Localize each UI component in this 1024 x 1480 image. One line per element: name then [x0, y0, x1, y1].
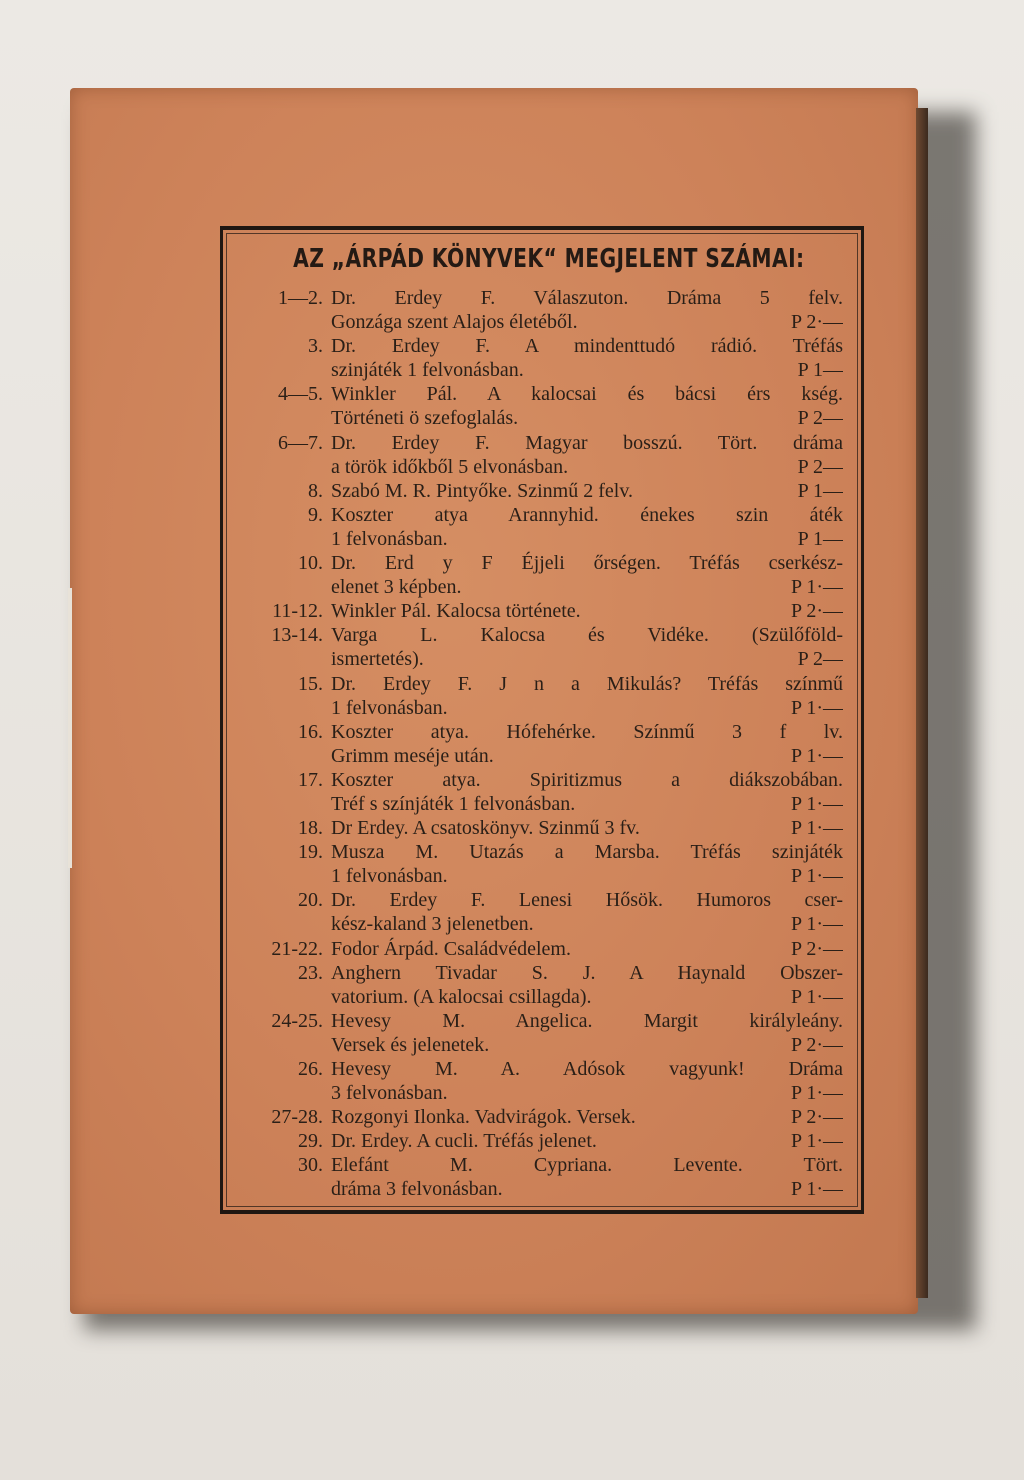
entry-text: Fodor Árpád. Családvédelem. [331, 937, 571, 960]
entry-line [231, 768, 843, 792]
entry-price: P 1— [797, 359, 843, 382]
entry-text-with-price [331, 647, 843, 671]
entry-number [231, 864, 331, 888]
catalog-heading: AZ „ÁRPÁD KÖNYVEK“ MEGJELENT SZÁMAI: [293, 244, 805, 274]
entry-text: Koszter atya. Hófehérke. Színmű 3 f lv. [331, 720, 843, 743]
entry-price: P 1·— [790, 817, 843, 840]
entry-price: P 1— [797, 527, 843, 550]
entry-text-with-price [331, 912, 843, 936]
entry-line [231, 696, 843, 720]
entry-text: dráma 3 felvonásban. [331, 1178, 503, 1201]
entry-text-with-price [331, 696, 843, 720]
entry-number: 17. [298, 768, 323, 791]
entry-line [231, 1129, 843, 1153]
entry-text: Gonzága szent Alajos életéből. [331, 311, 578, 334]
catalog-entry [231, 1105, 843, 1129]
catalog-entry [231, 382, 843, 430]
entry-price: P 1·— [790, 744, 843, 767]
entry-text: Szabó M. R. Pintyőke. Szinmű 2 felv. [331, 479, 634, 502]
entry-number [231, 1033, 331, 1057]
entry-number [231, 455, 331, 479]
entry-text-with-price [331, 744, 843, 768]
entry-number [231, 310, 331, 334]
entry-price: P 1·— [790, 696, 843, 719]
entry-line [231, 310, 843, 334]
entry-text: Grimm meséje után. [331, 744, 494, 767]
catalog-entry [231, 334, 843, 382]
entry-line [231, 816, 843, 840]
entry-line [231, 503, 843, 527]
entry-price: P 2·— [790, 1106, 843, 1129]
entry-text: Varga L. Kalocsa és Vidéke. (Szülőföld- [331, 624, 843, 647]
entry-text: Anghern Tivadar S. J. A Haynald Obszer- [331, 961, 843, 984]
entry-price: P 2·— [790, 600, 843, 623]
entry-text: elenet 3 képben. [331, 576, 462, 599]
book-back-cover [70, 88, 918, 1314]
entry-text: Dr. Erd y F Éjjeli őrségen. Tréfás cserkész- [331, 552, 843, 575]
entry-text-with-price [331, 864, 843, 888]
entry-text-with-price [331, 1105, 843, 1129]
entry-text-with-price [331, 1129, 843, 1153]
entry-line [231, 527, 843, 551]
catalog-frame [220, 226, 864, 1214]
entry-number [231, 744, 331, 768]
catalog-entry [231, 840, 843, 888]
entry-number: 19. [298, 841, 323, 864]
entry-line [231, 1177, 843, 1201]
entry-number [231, 406, 331, 430]
entry-line [231, 431, 843, 455]
entry-number [231, 985, 331, 1009]
catalog-entry [231, 961, 843, 1009]
entry-text: Dr. Erdey F. Válaszuton. Dráma 5 felv. [331, 287, 843, 309]
entry-number [231, 1177, 331, 1201]
entry-text: vatorium. (A kalocsai csillagda). [331, 985, 592, 1008]
entry-number [231, 696, 331, 720]
entry-text: kész-kaland 3 jelenetben. [331, 913, 534, 936]
catalog-entry [231, 1153, 843, 1201]
entry-price: P 1·— [790, 792, 843, 815]
entry-price: P 2·— [790, 937, 843, 960]
entry-text: Musza M. Utazás a Marsba. Tréfás szinjáték [331, 841, 843, 864]
entry-line [231, 888, 843, 912]
catalog-entry [231, 937, 843, 961]
entry-number: 8. [308, 479, 323, 502]
entry-number: 3. [308, 335, 323, 358]
entry-text-with-price [331, 310, 843, 334]
entry-price: P 1— [797, 479, 843, 502]
entry-line [231, 792, 843, 816]
entry-number: 26. [298, 1058, 323, 1080]
entry-number [231, 792, 331, 816]
entry-line [231, 672, 843, 696]
entry-text: Dr Erdey. A csatoskönyv. Szinmű 3 fv. [331, 817, 640, 840]
catalog-entry [231, 599, 843, 623]
entry-line [231, 286, 843, 310]
entry-text: a török időkből 5 elvonásban. [331, 455, 569, 478]
entry-line [231, 334, 843, 358]
entry-text: Koszter atya. Spiritizmus a diákszobában. [331, 768, 843, 791]
entry-text-with-price [331, 479, 843, 503]
entry-line [231, 1057, 843, 1081]
entry-text: 1 felvonásban. [331, 865, 448, 888]
entry-line [231, 985, 843, 1009]
catalog-entry [231, 1009, 843, 1057]
entry-line [231, 455, 843, 479]
catalog-entry [231, 768, 843, 816]
entry-line [231, 575, 843, 599]
entry-text: Hevesy M. Angelica. Margit királyleány. [331, 1009, 843, 1032]
entry-price: P 2— [797, 407, 843, 430]
catalog-entry [231, 551, 843, 599]
entry-price: P 1·— [790, 985, 843, 1008]
entry-number: 9. [308, 503, 323, 526]
entry-text-with-price [331, 792, 843, 816]
entry-price: P 1·— [790, 865, 843, 888]
entry-text: Koszter atya Arannyhid. énekes szin áték [331, 503, 843, 526]
catalog-entry [231, 888, 843, 936]
entry-text: Elefánt M. Cypriana. Levente. Tört. [331, 1154, 843, 1177]
entry-line [231, 599, 843, 623]
catalog-entry [231, 503, 843, 551]
entry-number: 29. [298, 1130, 323, 1153]
entry-number: 10. [298, 552, 323, 575]
entry-price: P 1·— [790, 1178, 843, 1201]
entry-number: 1—2. [278, 287, 323, 309]
entry-text-with-price [331, 455, 843, 479]
entry-text-with-price [331, 1033, 843, 1057]
catalog-entries [231, 286, 843, 1202]
book-spine [916, 108, 928, 1298]
entry-line [231, 864, 843, 888]
entry-text-with-price [331, 1177, 843, 1201]
entry-number: 4—5. [278, 383, 323, 406]
entry-price: P 1·— [790, 1082, 843, 1105]
entry-text: 3 felvonásban. [331, 1082, 448, 1105]
entry-text-with-price [331, 1081, 843, 1105]
entry-number [231, 527, 331, 551]
entry-line [231, 1033, 843, 1057]
entry-text-with-price [331, 358, 843, 382]
catalog-entry [231, 672, 843, 720]
entry-number [231, 647, 331, 671]
entry-number: 6—7. [278, 431, 323, 454]
entry-number: 23. [298, 961, 323, 984]
entry-text: Dr. Erdey F. Lenesi Hősök. Humoros cser- [331, 889, 843, 912]
entry-line [231, 1081, 843, 1105]
entry-text-with-price [331, 406, 843, 430]
entry-number: 30. [298, 1154, 323, 1177]
entry-line [231, 406, 843, 430]
entry-number: 21-22. [271, 937, 323, 960]
entry-text: Dr. Erdey. A cucli. Tréfás jelenet. [331, 1130, 597, 1153]
entry-text: Versek és jelenetek. [331, 1033, 490, 1056]
entry-price: P 2·— [790, 311, 843, 334]
entry-text: 1 felvonásban. [331, 527, 448, 550]
entry-line [231, 720, 843, 744]
entry-text-with-price [331, 937, 843, 961]
entry-line [231, 551, 843, 575]
catalog-entry [231, 479, 843, 503]
entry-number: 13-14. [271, 624, 323, 647]
catalog-entry [231, 431, 843, 479]
entry-price: P 1·— [790, 576, 843, 599]
entry-text: Winkler Pál. A kalocsai és bácsi érs kség. [331, 383, 843, 406]
entry-number: 18. [298, 817, 323, 840]
entry-line [231, 358, 843, 382]
entry-line [231, 840, 843, 864]
entry-price: P 2·— [790, 1033, 843, 1056]
entry-text: Tréf s színjáték 1 felvonásban. [331, 792, 576, 815]
catalog-entry [231, 816, 843, 840]
entry-number: 16. [298, 720, 323, 743]
entry-number [231, 575, 331, 599]
entry-line [231, 1153, 843, 1177]
entry-text: Hevesy M. A. Adósok vagyunk! Dráma [331, 1058, 843, 1080]
entry-number [231, 1081, 331, 1105]
entry-price: P 1·— [790, 1130, 843, 1153]
entry-line [231, 479, 843, 503]
entry-line [231, 1009, 843, 1033]
entry-line [231, 623, 843, 647]
entry-text: Winkler Pál. Kalocsa története. [331, 600, 581, 623]
entry-number [231, 912, 331, 936]
catalog-entry [231, 286, 843, 334]
entry-line [231, 961, 843, 985]
entry-price: P 2— [797, 455, 843, 478]
entry-number: 20. [298, 889, 323, 912]
catalog-entry [231, 1057, 843, 1105]
entry-price: P 1·— [790, 913, 843, 936]
entry-text-with-price [331, 985, 843, 1009]
catalog-entry [231, 720, 843, 768]
entry-number: 15. [298, 672, 323, 695]
entry-text: Rozgonyi Ilonka. Vadvirágok. Versek. [331, 1106, 636, 1129]
entry-text: Dr. Erdey F. A mindenttudó rádió. Tréfás [331, 335, 843, 358]
entry-text-with-price [331, 816, 843, 840]
catalog-entry [231, 623, 843, 671]
entry-number: 11-12. [272, 600, 323, 623]
entry-text: szinjáték 1 felvonásban. [331, 359, 524, 382]
entry-number: 27-28. [271, 1106, 323, 1129]
entry-line [231, 647, 843, 671]
entry-line [231, 744, 843, 768]
entry-text: Történeti ö szefoglalás. [331, 407, 519, 430]
entry-text-with-price [331, 527, 843, 551]
entry-line [231, 1105, 843, 1129]
entry-text: Dr. Erdey F. Magyar bosszú. Tört. dráma [331, 431, 843, 454]
catalog-entry [231, 1129, 843, 1153]
page-edge [68, 588, 72, 868]
entry-line [231, 912, 843, 936]
entry-text-with-price [331, 575, 843, 599]
entry-text-with-price [331, 599, 843, 623]
entry-text: ismertetés). [331, 648, 424, 671]
entry-text: Dr. Erdey F. J n a Mikulás? Tréfás színmű [331, 672, 843, 695]
entry-price: P 2— [797, 648, 843, 671]
entry-number [231, 358, 331, 382]
entry-line [231, 937, 843, 961]
entry-number: 24-25. [271, 1009, 323, 1032]
entry-line [231, 382, 843, 406]
entry-text: 1 felvonásban. [331, 696, 448, 719]
